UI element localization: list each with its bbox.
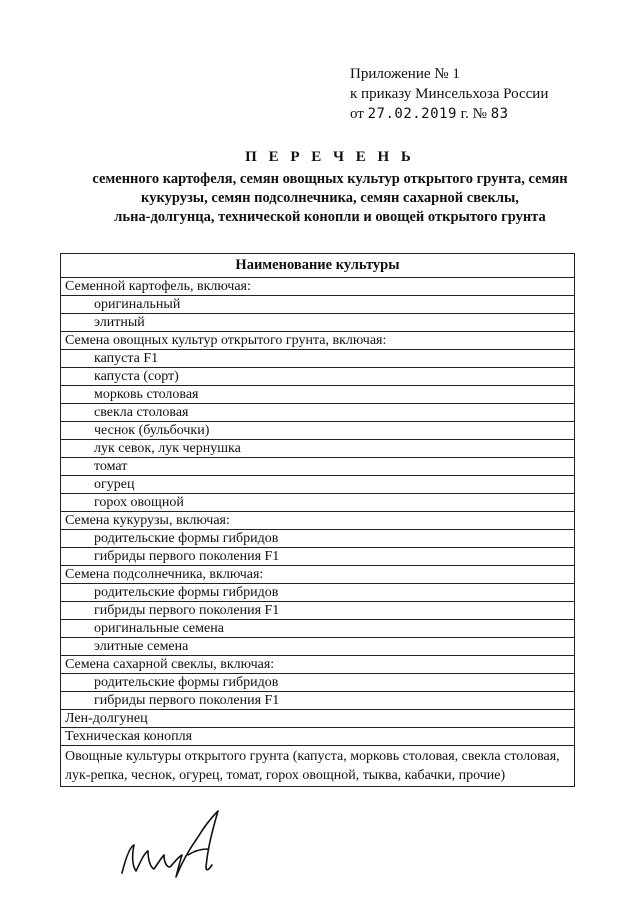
item-row bbox=[61, 314, 575, 332]
item-row bbox=[61, 386, 575, 404]
item-cell: гибриды первого поколения F1 bbox=[61, 602, 575, 620]
item-row bbox=[61, 620, 575, 638]
item-cell: родительские формы гибридов bbox=[61, 674, 575, 692]
category-row bbox=[61, 710, 575, 728]
item-row bbox=[61, 404, 575, 422]
category-cell: Семенной картофель, включая: bbox=[61, 278, 575, 296]
item-row bbox=[61, 674, 575, 692]
document-title bbox=[60, 148, 600, 227]
item-row bbox=[61, 422, 575, 440]
category-row bbox=[61, 656, 575, 674]
item-row bbox=[61, 584, 575, 602]
item-row bbox=[61, 350, 575, 368]
category-row bbox=[61, 332, 575, 350]
item-row bbox=[61, 530, 575, 548]
order-number: 83 bbox=[490, 106, 509, 122]
category-cell: Техническая конопля bbox=[61, 728, 575, 746]
title-main: П Е Р Е Ч Е Н Ь bbox=[245, 149, 415, 165]
item-row bbox=[61, 476, 575, 494]
category-cell: Лен-долгунец bbox=[61, 710, 575, 728]
item-cell: свекла столовая bbox=[61, 404, 575, 422]
order-date: 27.02.2019 bbox=[367, 106, 457, 122]
number-prefix: г. № bbox=[456, 106, 491, 122]
item-cell: чеснок (бульбочки) bbox=[61, 422, 575, 440]
item-cell: лук севок, лук чернушка bbox=[61, 440, 575, 458]
appendix-line-1: Приложение № 1 bbox=[350, 66, 460, 82]
item-row bbox=[61, 458, 575, 476]
item-cell: родительские формы гибридов bbox=[61, 530, 575, 548]
category-cell: Семена овощных культур открытого грунта, включая: bbox=[61, 332, 575, 350]
date-prefix: от bbox=[350, 106, 368, 122]
item-cell: гибриды первого поколения F1 bbox=[61, 692, 575, 710]
item-cell: оригинальный bbox=[61, 296, 575, 314]
item-cell: морковь столовая bbox=[61, 386, 575, 404]
category-cell: Семена сахарной свеклы, включая: bbox=[61, 656, 575, 674]
category-row bbox=[61, 566, 575, 584]
title-line-2: кукурузы, семян подсолнечника, семян сахарной свеклы, bbox=[141, 190, 519, 206]
table-header-row bbox=[61, 254, 575, 278]
item-row bbox=[61, 602, 575, 620]
appendix-line-3 bbox=[350, 104, 548, 124]
appendix-line-2: к приказу Минсельхоза России bbox=[350, 86, 549, 102]
category-row bbox=[61, 278, 575, 296]
crops-table bbox=[60, 253, 575, 787]
item-cell: элитный bbox=[61, 314, 575, 332]
item-cell: гибриды первого поколения F1 bbox=[61, 548, 575, 566]
appendix-reference bbox=[350, 64, 548, 124]
item-cell: капуста F1 bbox=[61, 350, 575, 368]
category-row bbox=[61, 512, 575, 530]
item-row bbox=[61, 494, 575, 512]
item-cell: оригинальные семена bbox=[61, 620, 575, 638]
item-row bbox=[61, 638, 575, 656]
signature-icon bbox=[118, 805, 228, 885]
item-cell: родительские формы гибридов bbox=[61, 584, 575, 602]
item-cell: томат bbox=[61, 458, 575, 476]
item-row bbox=[61, 368, 575, 386]
item-cell: капуста (сорт) bbox=[61, 368, 575, 386]
item-row bbox=[61, 440, 575, 458]
category-cell: Семена кукурузы, включая: bbox=[61, 512, 575, 530]
item-cell: огурец bbox=[61, 476, 575, 494]
item-row bbox=[61, 296, 575, 314]
item-cell: элитные семена bbox=[61, 638, 575, 656]
category-cell: Овощные культуры открытого грунта (капуста, морковь столовая, свекла столовая, лук-репка, чеснок, огурец, томат, горох овощной, тыква, кабачки, прочие) bbox=[61, 746, 575, 787]
item-row bbox=[61, 548, 575, 566]
category-row bbox=[61, 728, 575, 746]
title-line-1: семенного картофеля, семян овощных культур открытого грунта, семян bbox=[92, 171, 568, 187]
title-line-3: льна-долгунца, технической конопли и овощей открытого грунта bbox=[114, 209, 546, 225]
column-header-crop-name: Наименование культуры bbox=[61, 254, 575, 278]
category-cell: Семена подсолнечника, включая: bbox=[61, 566, 575, 584]
item-cell: горох овощной bbox=[61, 494, 575, 512]
item-row bbox=[61, 692, 575, 710]
category-row bbox=[61, 746, 575, 787]
